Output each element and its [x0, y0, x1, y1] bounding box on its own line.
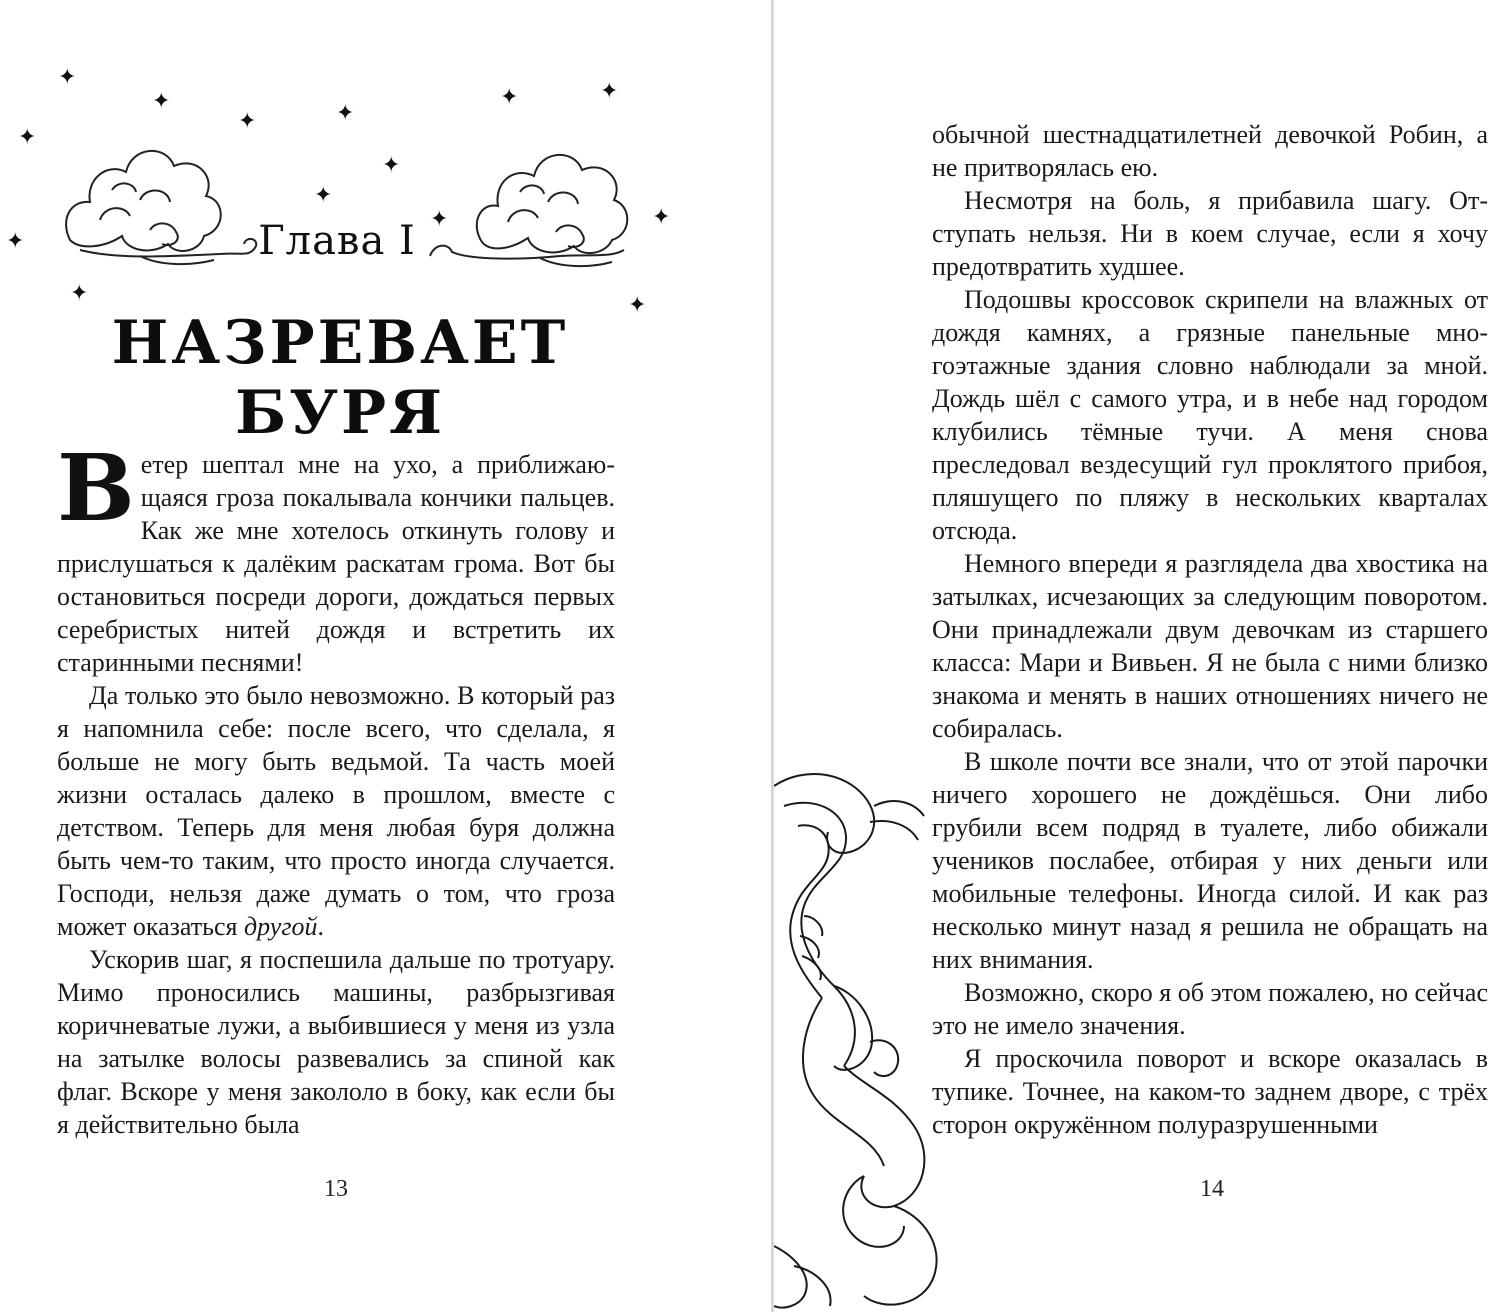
- star-icon: ✦: [18, 124, 37, 149]
- paragraph: Я проскочила поворот и вскоре оказалась в тупике. Точнее, на каком-то заднем дворе, с трёх сторон окружённом полуразрушенными: [932, 1044, 1488, 1139]
- chapter-header-ornament: [0, 60, 772, 320]
- star-icon: ✦: [652, 204, 671, 229]
- italic-word: другой: [243, 912, 318, 941]
- page-number: 13: [324, 1176, 348, 1202]
- paragraph: Подошвы кроссовок скрипели на влажных от дождя камнях, а грязные панельные многоэтажные здания словно наблюдали за мной. Дождь шёл с самого утра, и в небе над городом клубились тёмные тучи. А меня снова преследовал вездесущий гул проклятого прибоя, пляшущего по пляжу в нескольких кварталах отсюда.: [932, 285, 1488, 545]
- star-icon: ✦: [70, 280, 89, 305]
- stars-decoration: [6, 64, 670, 317]
- star-icon: ✦: [336, 100, 355, 125]
- right-page-text: [932, 118, 1488, 1141]
- star-icon: ✦: [6, 228, 25, 253]
- page-number: 14: [1200, 1176, 1224, 1202]
- paragraph: обычной шестнадцатилетней девочкой Робин, а не притворялась ею.: [932, 120, 1488, 182]
- right-cloud-icon: [430, 155, 627, 266]
- star-icon: ✦: [314, 182, 333, 207]
- left-page-text: [57, 434, 615, 1141]
- paragraph: Ветер шептал мне на ухо, а приближающаяся гроза покалывала кончики пальцев. Как же мне хотелось откинуть голову и прислушаться к далёким раскатам грома. Вот бы остановиться посреди дороги, дождаться первых серебристых нитей дождя и встретить их старинными песнями!: [57, 434, 615, 677]
- right-page: [774, 0, 1497, 1312]
- star-icon: ✦: [238, 108, 257, 133]
- star-icon: ✦: [600, 78, 619, 103]
- paragraph: Возможно, скоро я об этом пожалею, но сейчас это не имело значения.: [932, 978, 1488, 1040]
- star-icon: ✦: [500, 84, 519, 109]
- star-icon: ✦: [430, 206, 449, 231]
- paragraph: Ускорив шаг, я поспешила дальше по тротуару. Мимо проносились машины, разбрызгивая коричневатые лужи, а выбившиеся у меня из узла на затылке волосы развевались за спиной как флаг. Вскоре у меня закололо в боку, как если бы я действительно была: [57, 945, 615, 1139]
- paragraph: Несмотря на боль, я прибавила шагу. Отступать нельзя. Ни в коем случае, если я хочу предотвратить худшее.: [932, 186, 1488, 281]
- star-icon: ✦: [58, 64, 77, 89]
- chapter-label: Глава I: [258, 218, 416, 264]
- dropcap: В: [57, 434, 135, 542]
- left-cloud-icon: [66, 151, 256, 264]
- paragraph: Немного впереди я разглядела два хвостика на затылках, исчезающих за следующим поворотом. Они принадлежали двум девочкам из старшего класса: Мари и Вивьен. Я не была с ними близко знакома и менять в наших отношениях ничего не собиралась.: [932, 549, 1488, 743]
- paragraph: В школе почти все знали, что от этой парочки ничего хорошего не дождёшься. Они либо грубили всем подряд в туалете, либо обижали учеников послабее, отбирая у них деньги или мобильные телефоны. Иногда силой. И как раз несколько минут назад я решила не обращать на них внимания.: [932, 747, 1488, 974]
- chapter-title: НАЗРЕВАЕТ БУРЯ: [111, 308, 569, 448]
- star-icon: ✦: [382, 152, 401, 177]
- dragon-illustration-icon: [774, 766, 954, 1312]
- star-icon: ✦: [152, 88, 171, 113]
- star-icon: ✦: [628, 292, 647, 317]
- paragraph: Да только это было невозможно. В который раз я напомнила себе: после всего, что сделала, я больше не могу быть ведьмой. Та часть моей жизни осталась далеко в прошлом, вместе с детством. Теперь для меня любая буря должна быть чем-то таким, что просто иногда случается. Господи, нельзя даже думать о том, что гроза может оказаться другой.: [57, 681, 615, 941]
